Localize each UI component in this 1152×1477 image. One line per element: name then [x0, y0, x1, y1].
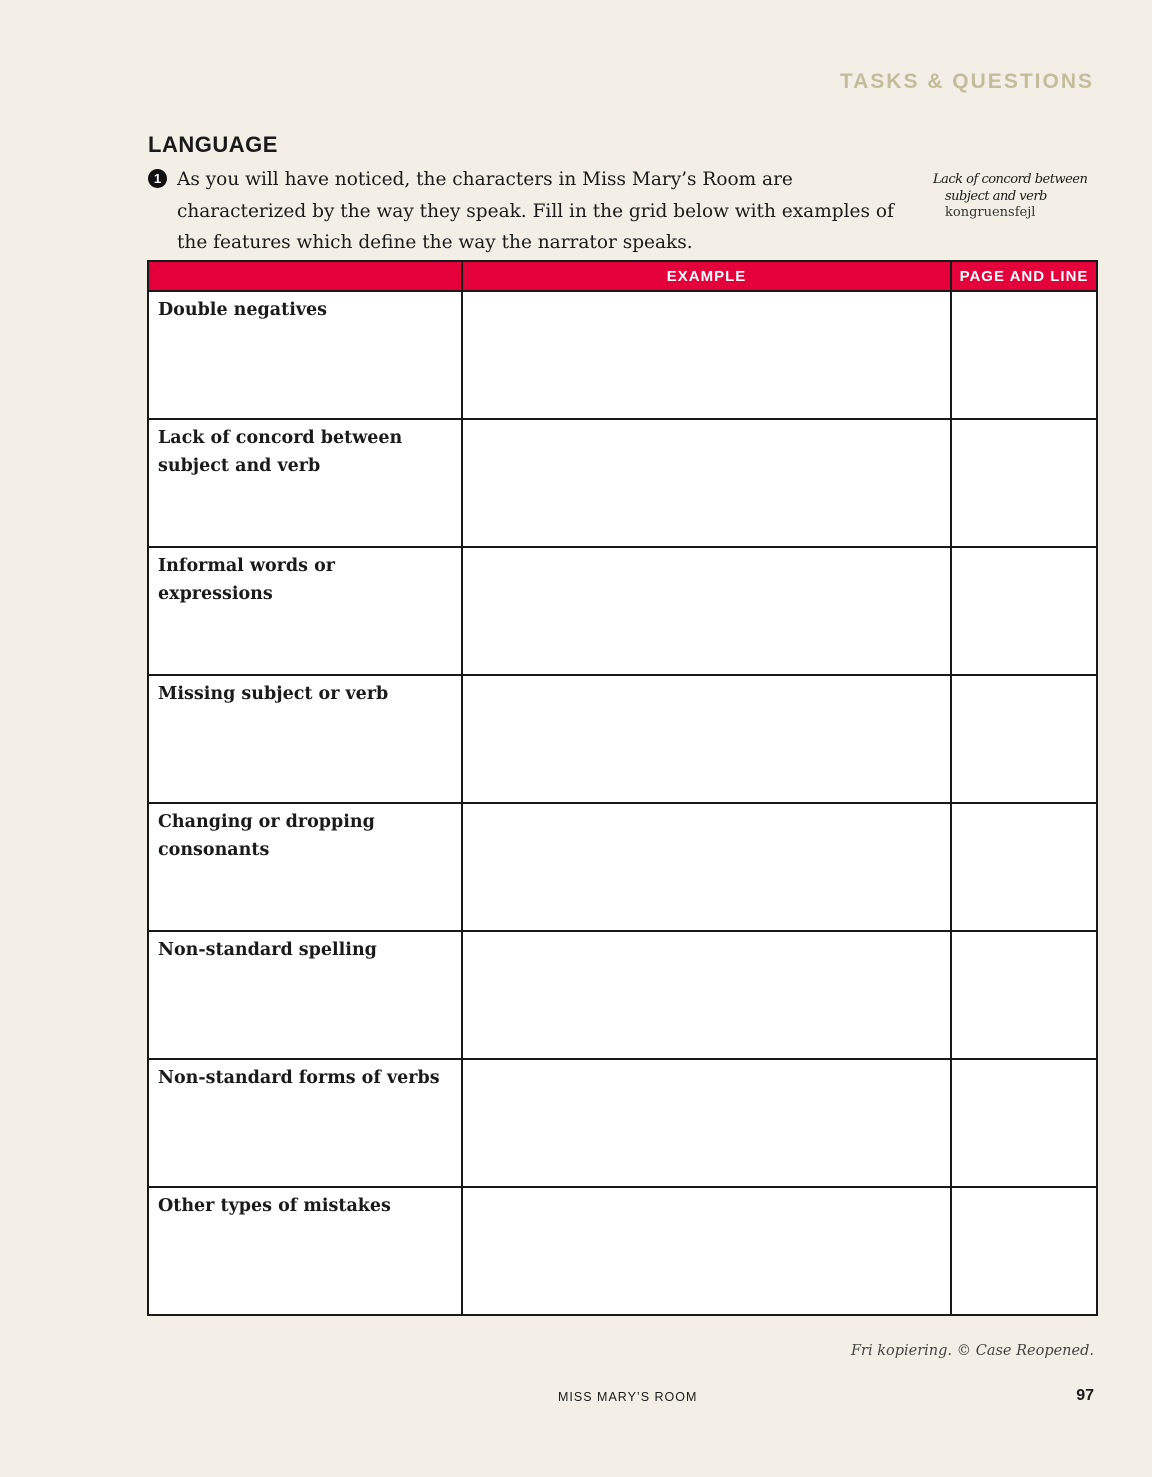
column-header-feature [148, 261, 462, 291]
table-row [148, 931, 1097, 1059]
example-cell[interactable] [462, 419, 951, 547]
footer-book-title: MISS MARY’S ROOM [558, 1390, 698, 1404]
page-and-line-cell[interactable] [951, 931, 1097, 1059]
feature-label: Non-standard forms of verbs [148, 1059, 462, 1187]
table-row [148, 1187, 1097, 1315]
margin-gloss [933, 172, 1103, 222]
page-and-line-cell[interactable] [951, 1059, 1097, 1187]
table-row [148, 547, 1097, 675]
language-features-grid [147, 260, 1098, 1316]
gloss-term [933, 172, 1087, 204]
page-and-line-cell[interactable] [951, 291, 1097, 419]
example-cell[interactable] [462, 1187, 951, 1315]
copyright-credit: Fri kopiering. © Case Reopened. [850, 1343, 1094, 1359]
table-row [148, 1059, 1097, 1187]
example-cell[interactable] [462, 291, 951, 419]
feature-label: Missing subject or verb [148, 675, 462, 803]
table-row [148, 419, 1097, 547]
example-cell[interactable] [462, 931, 951, 1059]
feature-label: Non-standard spelling [148, 931, 462, 1059]
running-head: TASKS & QUESTIONS [839, 70, 1094, 93]
page-number: 97 [1076, 1387, 1094, 1404]
feature-label: Changing or dropping consonants [148, 803, 462, 931]
example-cell[interactable] [462, 803, 951, 931]
feature-label: Other types of mistakes [148, 1187, 462, 1315]
page-and-line-cell[interactable] [951, 1187, 1097, 1315]
grid-header-row [148, 261, 1097, 291]
table-row [148, 291, 1097, 419]
table-row [148, 675, 1097, 803]
example-cell[interactable] [462, 547, 951, 675]
page-and-line-cell[interactable] [951, 419, 1097, 547]
task-number-badge: 1 [148, 169, 167, 188]
gloss-term-line-2: subject and verb [945, 188, 1047, 204]
feature-label: Lack of concord between subject and verb [148, 419, 462, 547]
column-header-page-and-line: PAGE AND LINE [951, 261, 1097, 291]
task-1 [148, 164, 908, 259]
feature-label: Double negatives [148, 291, 462, 419]
table-row [148, 803, 1097, 931]
gloss-term-line-1: Lack of concord between [933, 172, 1088, 187]
gloss-translation: kongruensfejl [945, 205, 1036, 220]
task-instructions: As you will have noticed, the characters in Miss Mary’s Room are characterized by the way they speak. Fill in the grid below with examples of the features which define the way the narrator speaks. [177, 169, 894, 253]
example-cell[interactable] [462, 1059, 951, 1187]
page-and-line-cell[interactable] [951, 547, 1097, 675]
feature-label: Informal words or expressions [148, 547, 462, 675]
page-and-line-cell[interactable] [951, 675, 1097, 803]
page-and-line-cell[interactable] [951, 803, 1097, 931]
column-header-example: EXAMPLE [462, 261, 951, 291]
section-heading: LANGUAGE [148, 132, 278, 157]
example-cell[interactable] [462, 675, 951, 803]
